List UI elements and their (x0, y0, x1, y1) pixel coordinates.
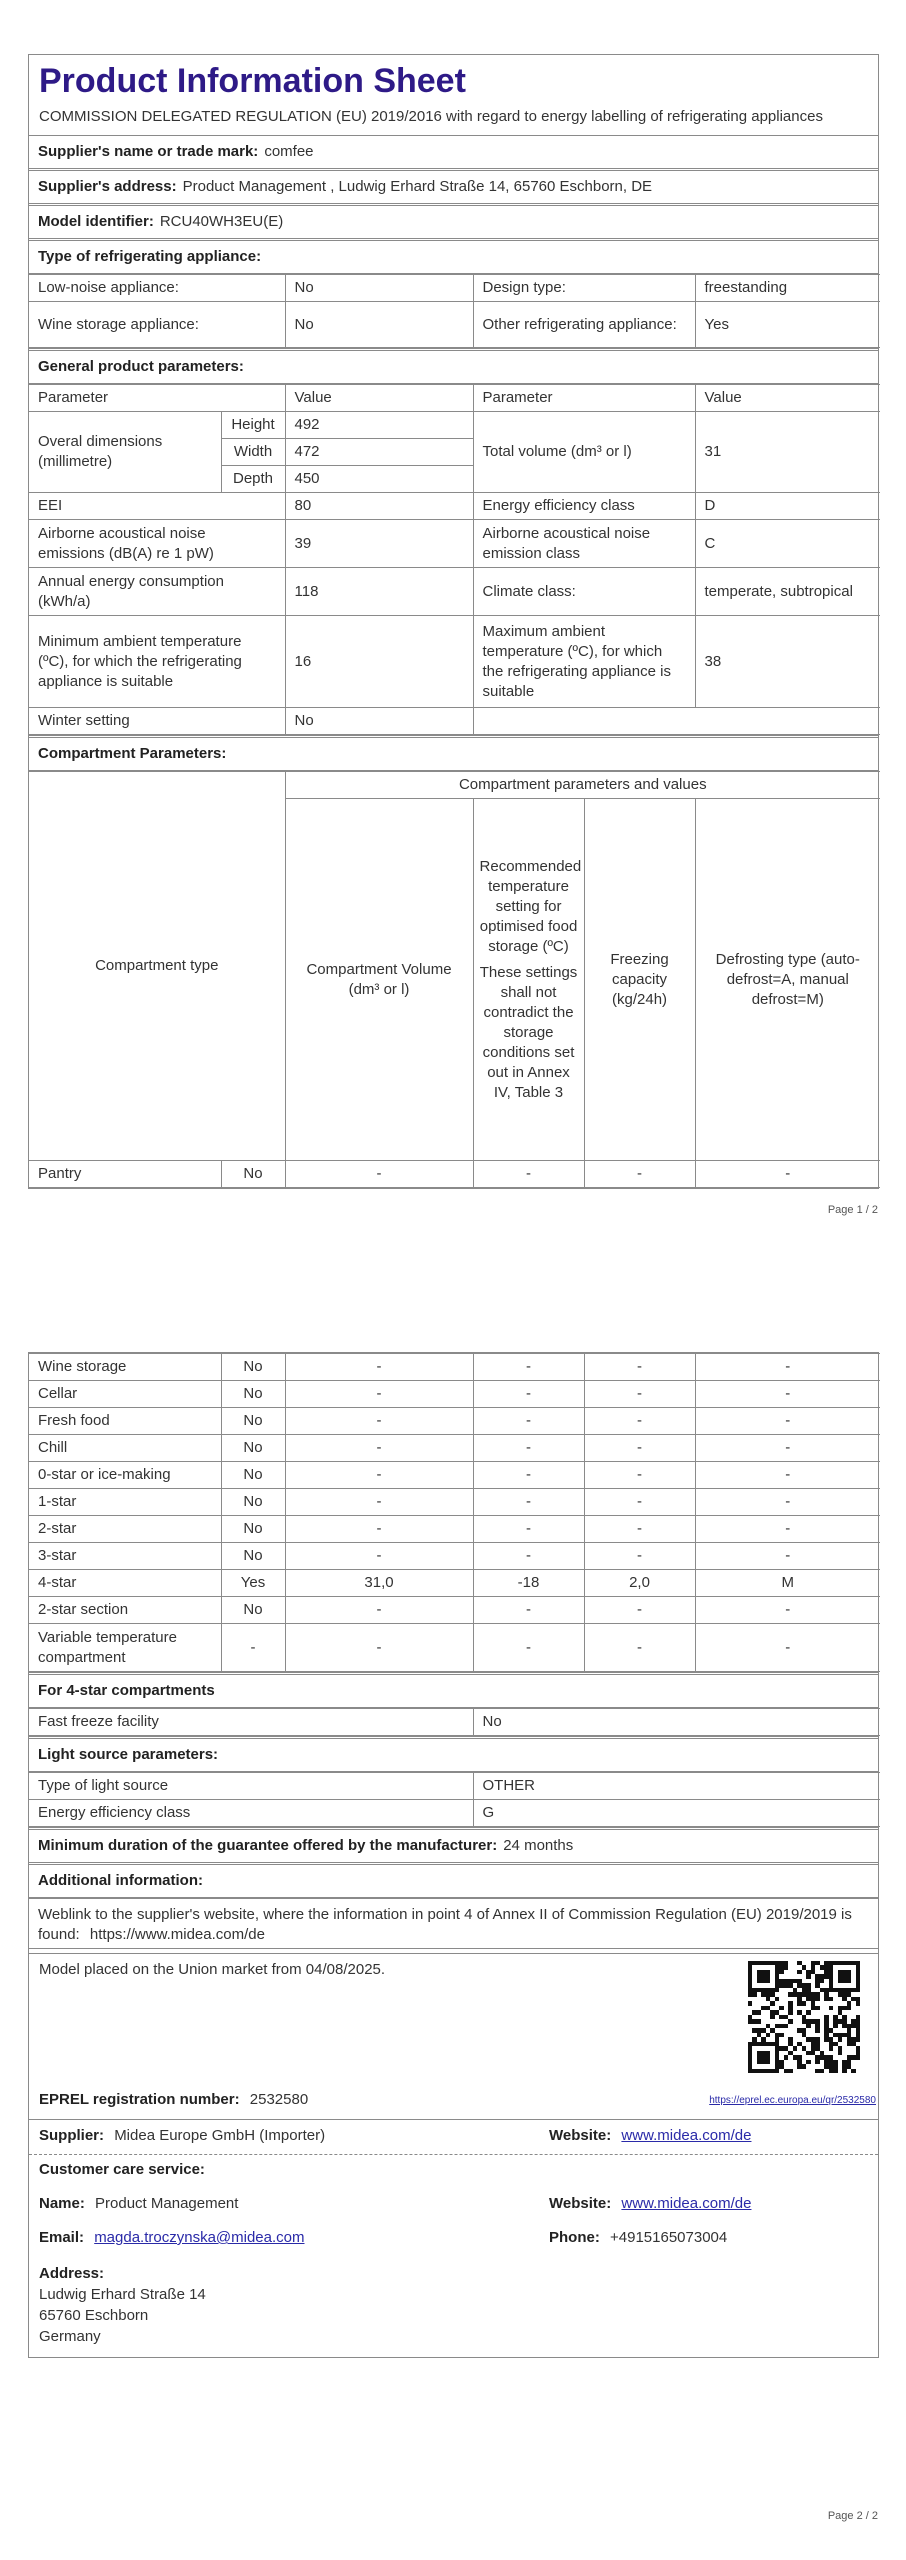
energy-class-label: Energy efficiency class (473, 493, 695, 520)
regulation-subtitle: COMMISSION DELEGATED REGULATION (EU) 2019/2016 with regard to energy labelling of refrigerating appliances (39, 108, 823, 125)
col-defrost: Defrosting type (auto-defrost=A, manual defrost=M) (695, 799, 880, 1161)
light-heading: Light source parameters: (38, 1746, 219, 1763)
address-line-3: Germany (39, 2328, 101, 2345)
general-parameters-table (29, 384, 880, 735)
dimensions-label: Overal dimensions (millimetre) (29, 412, 221, 493)
care-website-row (549, 2195, 751, 2212)
width-label: Width (221, 439, 285, 466)
table-row (29, 412, 880, 439)
page-number-2: Page 2 / 2 (827, 2510, 878, 2522)
compartment-temp: - (473, 1354, 584, 1381)
guarantee-value: 24 months (503, 1837, 574, 1854)
compartment-freezing: - (584, 1597, 695, 1624)
table-row (29, 1800, 880, 1827)
website-row (549, 2127, 751, 2144)
care-email-link[interactable]: magda.troczynska@midea.com (94, 2229, 305, 2246)
compartment-defrost: - (695, 1462, 880, 1489)
compartment-defrost: - (695, 1408, 880, 1435)
compartment-volume: - (285, 1161, 473, 1188)
compartment-volume: - (285, 1381, 473, 1408)
table-row (29, 772, 880, 799)
address-line-2: 65760 Eschborn (39, 2307, 149, 2324)
low-noise-value: No (285, 275, 473, 302)
compartment-freezing: 2,0 (584, 1570, 695, 1597)
compartment-type: 4-star (29, 1570, 221, 1597)
compartment-temp: -18 (473, 1570, 584, 1597)
four-star-table (29, 1708, 880, 1736)
col-parameter: Parameter (29, 385, 285, 412)
eprel-link[interactable]: https://eprel.ec.europa.eu/qr/2532580 (709, 2095, 876, 2106)
compartment-present: No (221, 1597, 285, 1624)
compartment-temp: - (473, 1489, 584, 1516)
compartment-volume: 31,0 (285, 1570, 473, 1597)
compartment-type: 0-star or ice-making (29, 1462, 221, 1489)
compartment-freezing: - (584, 1408, 695, 1435)
climate-class-label: Climate class: (473, 568, 695, 616)
compartment-defrost: - (695, 1381, 880, 1408)
compartment-defrost: - (695, 1354, 880, 1381)
compartment-temp: - (473, 1161, 584, 1188)
noise-class-value: C (695, 520, 880, 568)
compartment-defrost: - (695, 1597, 880, 1624)
supplier-name-label: Supplier's name or trade mark: (38, 143, 259, 160)
noise-class-label: Airborne acoustical noise emission class (473, 520, 695, 568)
compartment-freezing: - (584, 1161, 695, 1188)
title-block (29, 55, 878, 136)
table-row (29, 708, 880, 735)
total-volume-label: Total volume (dm³ or l) (473, 412, 695, 493)
low-noise-label: Low-noise appliance: (29, 275, 285, 302)
compartment-defrost: - (695, 1489, 880, 1516)
supplier-address-label: Supplier's address: (38, 178, 177, 195)
compartment-volume: - (285, 1597, 473, 1624)
compartment-volume: - (285, 1543, 473, 1570)
col-freezing: Freezing capacity (kg/24h) (584, 799, 695, 1161)
compartment-volume: - (285, 1489, 473, 1516)
supplier-address-value: Product Management , Ludwig Erhard Straße 14, 65760 Eschborn, DE (182, 178, 653, 195)
compartment-defrost: M (695, 1570, 880, 1597)
table-row (29, 1354, 880, 1381)
compartment-volume: - (285, 1435, 473, 1462)
compartment-present: No (221, 1381, 285, 1408)
table-row (29, 1624, 880, 1672)
compartment-temp: - (473, 1462, 584, 1489)
compartment-present: No (221, 1489, 285, 1516)
table-row (29, 302, 880, 348)
table-row (29, 1489, 880, 1516)
website-label: Website: (549, 2127, 612, 2144)
light-type-value: OTHER (473, 1773, 880, 1800)
compartment-volume: - (285, 1408, 473, 1435)
col-temp: Recommended temperature setting for optimised food storage (ºC) (479, 857, 582, 955)
compartment-freezing: - (584, 1435, 695, 1462)
care-address-label: Address: (39, 2265, 105, 2282)
compartment-volume: - (285, 1354, 473, 1381)
compartment-temp: - (473, 1381, 584, 1408)
wine-storage-value: No (285, 302, 473, 348)
compartment-type: Pantry (29, 1161, 221, 1188)
table-row (29, 616, 880, 708)
compartment-type: 1-star (29, 1489, 221, 1516)
table-row (29, 385, 880, 412)
col-parameter-2: Parameter (473, 385, 695, 412)
compartment-present: - (221, 1624, 285, 1672)
additional-text-row (29, 1898, 878, 1953)
appliance-type-heading-row (29, 241, 878, 274)
compartment-volume: - (285, 1624, 473, 1672)
compartment-freezing: - (584, 1516, 695, 1543)
eprel-value: 2532580 (249, 2091, 309, 2108)
compartment-temp: - (473, 1435, 584, 1462)
max-temp-value: 38 (695, 616, 880, 708)
annual-energy-value: 118 (285, 568, 473, 616)
table-row (29, 520, 880, 568)
supplier-name-row (29, 136, 878, 171)
care-heading: Customer care service: (39, 2161, 205, 2178)
compartment-temp: - (473, 1624, 584, 1672)
compartment-freezing: - (584, 1462, 695, 1489)
care-website-link[interactable]: www.midea.com/de (621, 2195, 752, 2212)
four-star-heading: For 4-star compartments (38, 1682, 215, 1699)
compartment-present: No (221, 1462, 285, 1489)
eei-value: 80 (285, 493, 473, 520)
supplier-label: Supplier: (39, 2127, 105, 2144)
table-row (29, 1543, 880, 1570)
care-phone-value: +4915165073004 (610, 2229, 728, 2246)
care-phone-row (549, 2229, 727, 2246)
compartment-temp: - (473, 1516, 584, 1543)
design-type-label: Design type: (473, 275, 695, 302)
care-name-value: Product Management (95, 2195, 239, 2212)
climate-class-value: temperate, subtropical (695, 568, 880, 616)
compartment-defrost: - (695, 1543, 880, 1570)
care-website-label: Website: (549, 2195, 612, 2212)
compartment-defrost: - (695, 1624, 880, 1672)
compartment-temp: - (473, 1597, 584, 1624)
address-line-1: Ludwig Erhard Straße 14 (39, 2286, 206, 2303)
compartment-type: Cellar (29, 1381, 221, 1408)
table-row (29, 1597, 880, 1624)
model-identifier-label: Model identifier: (38, 213, 154, 230)
footer-info-box (28, 1948, 879, 2358)
other-appliance-label: Other refrigerating appliance: (473, 302, 695, 348)
compartment-present: No (221, 1435, 285, 1462)
table-row (29, 1408, 880, 1435)
supplier-name-value: comfee (264, 143, 314, 160)
model-identifier-row (29, 206, 878, 241)
col-value-2: Value (695, 385, 880, 412)
table-row (29, 1161, 880, 1188)
care-email-label: Email: (39, 2229, 85, 2246)
compartment-freezing: - (584, 1381, 695, 1408)
compartment-type: Chill (29, 1435, 221, 1462)
winter-setting-value: No (285, 708, 473, 735)
supplier-weblink[interactable]: https://www.midea.com/de (89, 1926, 265, 1943)
compartments-heading-row (29, 735, 878, 771)
additional-heading: Additional information: (38, 1872, 203, 1889)
general-heading: General product parameters: (38, 358, 244, 375)
compartment-temp: - (473, 1408, 584, 1435)
width-value: 472 (285, 439, 473, 466)
table-row (29, 1773, 880, 1800)
compartment-present: Yes (221, 1570, 285, 1597)
depth-label: Depth (221, 466, 285, 493)
guarantee-row (29, 1827, 878, 1865)
noise-label: Airborne acoustical noise emissions (dB(A) re 1 pW) (29, 520, 285, 568)
compartment-present: No (221, 1161, 285, 1188)
max-temp-label: Maximum ambient temperature (ºC), for which the refrigerating appliance is suitable (473, 616, 695, 708)
total-volume-value: 31 (695, 412, 880, 493)
winter-setting-label: Winter setting (29, 708, 285, 735)
compartments-table-continued (29, 1353, 880, 1672)
col-volume: Compartment Volume (dm³ or l) (285, 799, 473, 1161)
light-type-label: Type of light source (29, 1773, 473, 1800)
care-phone-label: Phone: (549, 2229, 600, 2246)
market-text: Model placed on the Union market from 04/08/2025. (39, 1961, 386, 1978)
supplier-row (39, 2127, 325, 2144)
table-row (29, 1570, 880, 1597)
height-value: 492 (285, 412, 473, 439)
four-star-heading-row (29, 1672, 878, 1708)
compartment-defrost: - (695, 1435, 880, 1462)
light-heading-row (29, 1736, 878, 1772)
noise-value: 39 (285, 520, 473, 568)
table-row (29, 1516, 880, 1543)
table-row (29, 1381, 880, 1408)
compartment-present: No (221, 1516, 285, 1543)
additional-text: Weblink to the supplier's website, where the information in point 4 of Annex II of Commission Regulation (EU) 2019/2019 is found: (38, 1906, 852, 1943)
care-name-row (39, 2195, 238, 2212)
compartment-type: 2-star section (29, 1597, 221, 1624)
compartment-freezing: - (584, 1489, 695, 1516)
col-temp-note: These settings shall not contradict the storage conditions set out in Annex IV, Table 3 (479, 963, 578, 1101)
design-type-value: freestanding (695, 275, 880, 302)
annual-energy-label: Annual energy consumption (kWh/a) (29, 568, 285, 616)
compartment-defrost: - (695, 1516, 880, 1543)
compartment-freezing: - (584, 1624, 695, 1672)
compartment-type: 3-star (29, 1543, 221, 1570)
table-row (29, 568, 880, 616)
compartment-type: 2-star (29, 1516, 221, 1543)
eei-label: EEI (29, 493, 285, 520)
light-table (29, 1772, 880, 1827)
table-row (29, 1709, 880, 1736)
compartment-freezing: - (584, 1543, 695, 1570)
eprel-row (39, 2091, 308, 2108)
supplier-value: Midea Europe GmbH (Importer) (114, 2127, 326, 2144)
group-header: Compartment parameters and values (285, 772, 880, 799)
min-temp-value: 16 (285, 616, 473, 708)
fast-freeze-value: No (473, 1709, 880, 1736)
height-label: Height (221, 412, 285, 439)
guarantee-label: Minimum duration of the guarantee offered by the manufacturer: (38, 1837, 498, 1854)
other-appliance-value: Yes (695, 302, 880, 348)
min-temp-label: Minimum ambient temperature (ºC), for which the refrigerating appliance is suitable (29, 616, 285, 708)
compartment-present: No (221, 1543, 285, 1570)
table-row (29, 275, 880, 302)
compartment-present: No (221, 1354, 285, 1381)
care-address (39, 2263, 206, 2347)
care-email-row (39, 2229, 305, 2246)
additional-heading-row (29, 1865, 878, 1898)
appliance-type-table (29, 274, 880, 348)
compartments-heading: Compartment Parameters: (38, 745, 227, 762)
model-identifier-value: RCU40WH3EU(E) (159, 213, 284, 230)
compartment-type: Variable temperature compartment (29, 1624, 221, 1672)
compartment-temp: - (473, 1543, 584, 1570)
appliance-type-heading: Type of refrigerating appliance: (38, 248, 262, 265)
website-link[interactable]: www.midea.com/de (621, 2127, 752, 2144)
page-title: Product Information Sheet (39, 62, 466, 100)
col-compartment-type: Compartment type (29, 772, 285, 1161)
qr-code[interactable] (748, 1961, 860, 2073)
light-class-value: G (473, 1800, 880, 1827)
care-name-label: Name: (39, 2195, 85, 2212)
eprel-label: EPREL registration number: (39, 2091, 240, 2108)
table-row (29, 1462, 880, 1489)
compartment-type: Wine storage (29, 1354, 221, 1381)
page1-sheet (28, 54, 879, 1189)
general-heading-row (29, 348, 878, 384)
light-class-label: Energy efficiency class (29, 1800, 473, 1827)
supplier-address-row (29, 171, 878, 206)
table-row (29, 1435, 880, 1462)
compartment-present: No (221, 1408, 285, 1435)
wine-storage-label: Wine storage appliance: (29, 302, 285, 348)
page2-sheet (28, 1352, 879, 1954)
depth-value: 450 (285, 466, 473, 493)
compartment-volume: - (285, 1516, 473, 1543)
compartment-volume: - (285, 1462, 473, 1489)
compartment-type: Fresh food (29, 1408, 221, 1435)
col-value: Value (285, 385, 473, 412)
energy-class-value: D (695, 493, 880, 520)
page-number-1: Page 1 / 2 (827, 1204, 878, 1216)
compartment-freezing: - (584, 1354, 695, 1381)
compartments-header-table (29, 771, 880, 1188)
fast-freeze-label: Fast freeze facility (29, 1709, 473, 1736)
compartment-defrost: - (695, 1161, 880, 1188)
table-row (29, 493, 880, 520)
